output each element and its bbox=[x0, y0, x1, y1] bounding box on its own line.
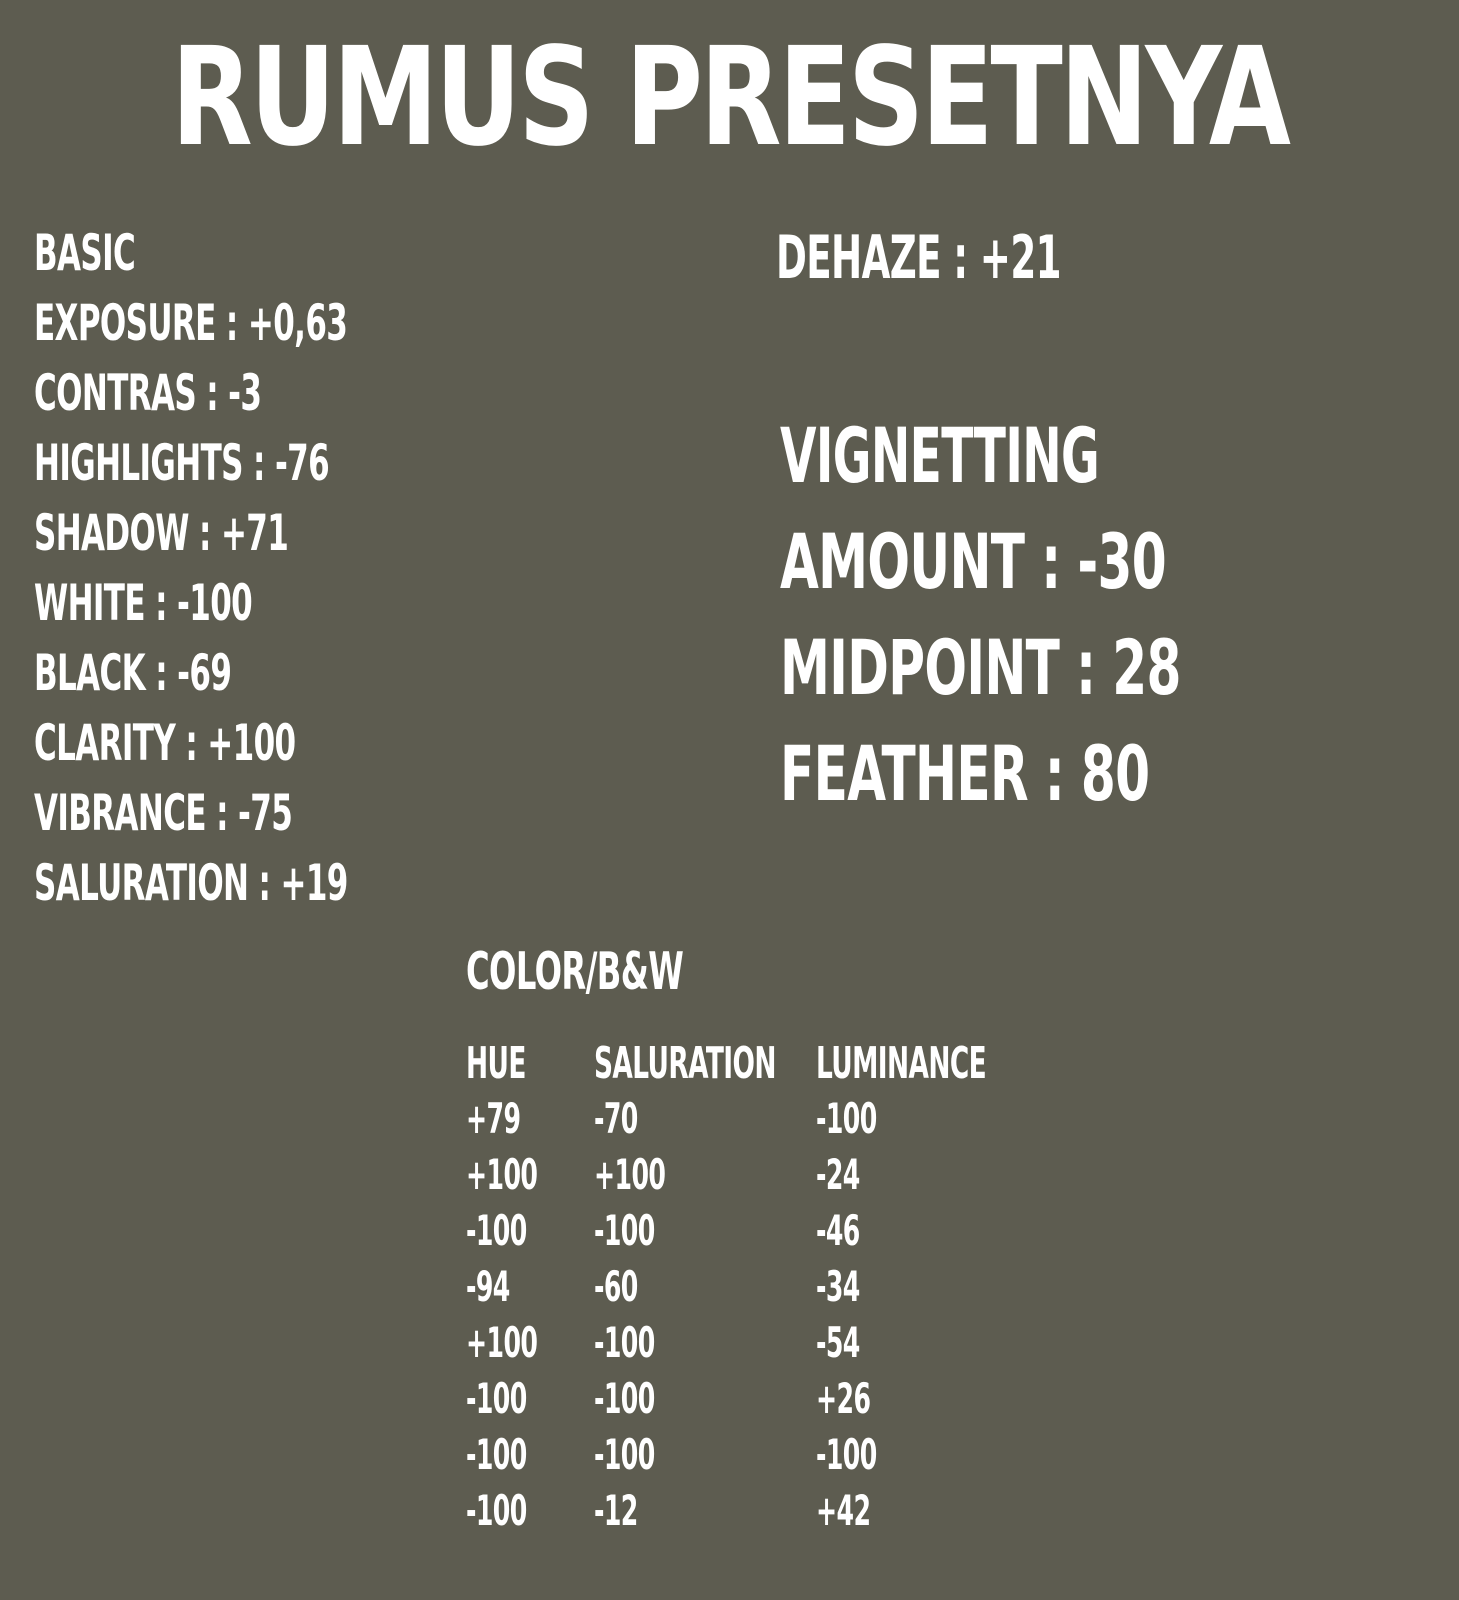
saturation-cell: -100 bbox=[594, 1430, 655, 1479]
basic-saturation: SALURATION : +19 bbox=[34, 854, 348, 912]
basic-shadow: SHADOW : +71 bbox=[34, 504, 289, 562]
basic-vibrance: VIBRANCE : -75 bbox=[34, 784, 293, 842]
basic-contrast: CONTRAS : -3 bbox=[34, 364, 262, 422]
vignetting-feather: FEATHER : 80 bbox=[780, 729, 1150, 818]
hue-cell: -100 bbox=[466, 1486, 527, 1535]
saturation-cell: +100 bbox=[594, 1150, 666, 1199]
hue-cell: -94 bbox=[466, 1262, 510, 1311]
saturation-cell: -100 bbox=[594, 1318, 655, 1367]
basic-white: WHITE : -100 bbox=[34, 574, 253, 632]
basic-exposure: EXPOSURE : +0,63 bbox=[34, 294, 348, 352]
luminance-cell: +26 bbox=[816, 1374, 871, 1423]
luminance-cell: -100 bbox=[816, 1430, 877, 1479]
column-header-hue: HUE bbox=[466, 1038, 526, 1089]
saturation-cell: -12 bbox=[594, 1486, 638, 1535]
luminance-cell: -34 bbox=[816, 1262, 860, 1311]
vignetting-amount: AMOUNT : -30 bbox=[780, 517, 1166, 606]
hue-cell: -100 bbox=[466, 1430, 527, 1479]
hue-cell: +100 bbox=[466, 1150, 538, 1199]
hue-cell: +79 bbox=[466, 1094, 521, 1143]
column-header-luminance: LUMINANCE bbox=[816, 1038, 987, 1089]
luminance-cell: -54 bbox=[816, 1318, 860, 1367]
hue-cell: +100 bbox=[466, 1318, 538, 1367]
basic-heading: BASIC bbox=[34, 224, 136, 282]
page-title: RUMUS PRESETNYA bbox=[171, 19, 1288, 177]
column-header-saturation: SALURATION bbox=[594, 1038, 776, 1089]
basic-black: BLACK : -69 bbox=[34, 644, 232, 702]
basic-clarity: CLARITY : +100 bbox=[34, 714, 296, 772]
hue-cell: -100 bbox=[466, 1206, 527, 1255]
saturation-cell: -60 bbox=[594, 1262, 638, 1311]
saturation-cell: -100 bbox=[594, 1374, 655, 1423]
dehaze-value: DEHAZE : +21 bbox=[776, 223, 1061, 293]
basic-highlights: HIGHLIGHTS : -76 bbox=[34, 434, 330, 492]
color-bw-heading: COLOR/B&W bbox=[466, 942, 684, 1002]
luminance-cell: -24 bbox=[816, 1150, 860, 1199]
saturation-cell: -100 bbox=[594, 1206, 655, 1255]
saturation-cell: -70 bbox=[594, 1094, 638, 1143]
hue-cell: -100 bbox=[466, 1374, 527, 1423]
luminance-cell: -100 bbox=[816, 1094, 877, 1143]
vignetting-midpoint: MIDPOINT : 28 bbox=[780, 623, 1181, 712]
luminance-cell: -46 bbox=[816, 1206, 860, 1255]
luminance-cell: +42 bbox=[816, 1486, 871, 1535]
vignetting-heading: VIGNETTING bbox=[780, 411, 1100, 500]
